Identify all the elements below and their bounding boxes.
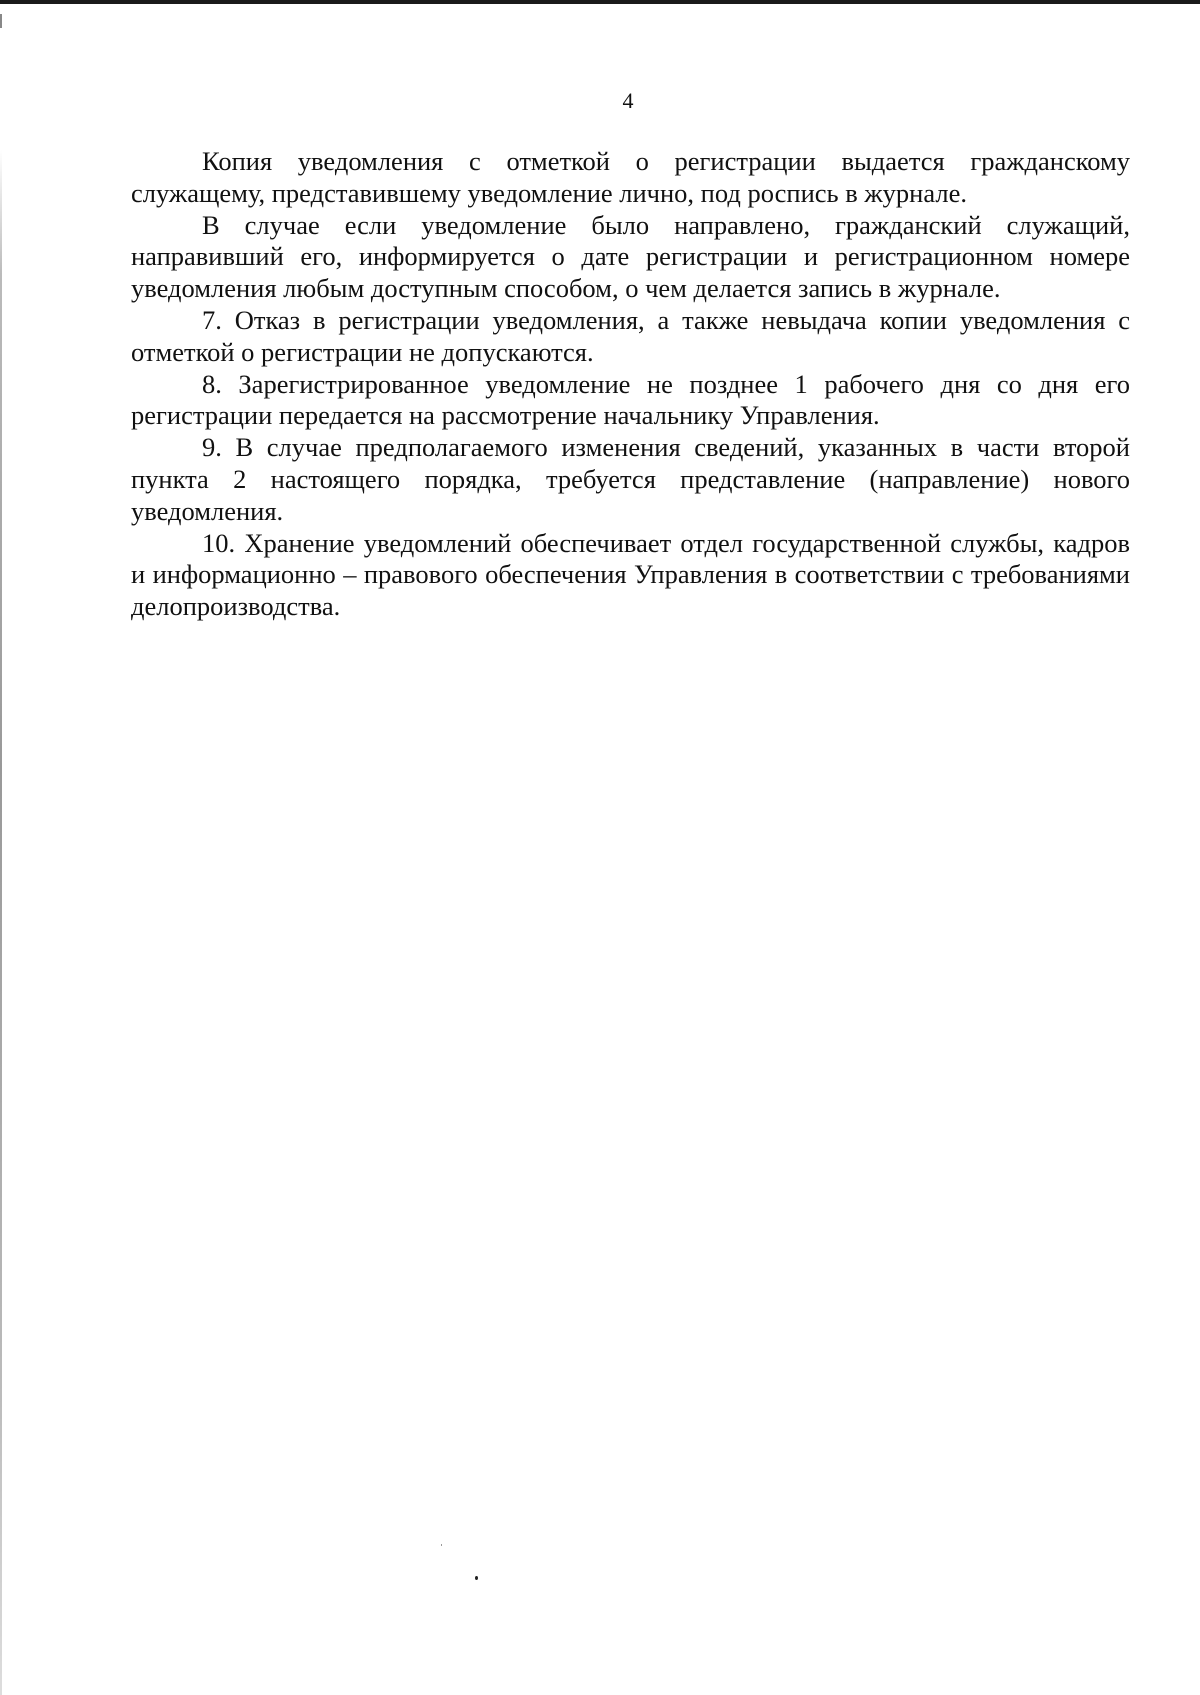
paragraph-item-8: 8. Зарегистрированное уведомление не позднее 1 рабочего дня со дня его регистрации передается на рассмотрение начальнику Управления. — [131, 368, 1130, 431]
scan-border-left — [0, 150, 2, 1695]
paragraph-copy-issuance: Копия уведомления с отметкой о регистрации выдается гражданскому служащему, представившему уведомление лично, под роспись в журнале. — [131, 146, 1130, 208]
page-number: 4 — [622, 88, 634, 113]
scan-speck — [441, 1544, 442, 1546]
document-body — [131, 146, 1130, 623]
paragraph-sent-notification: В случае если уведомление было направлено, гражданский служащий, направивший его, информируется о дате регистрации и регистрационном номере уведомления любым доступным способом, о чем делается запись в журнале. — [131, 209, 1130, 304]
scan-speck — [475, 1576, 478, 1580]
paragraph-item-9: 9. В случае предполагаемого изменения сведений, указанных в части второй пункта 2 настоящего порядка, требуется представление (направление) нового уведомления. — [131, 432, 1130, 526]
scan-mark — [0, 14, 2, 28]
scan-border-top — [0, 0, 1200, 4]
paragraph-item-7: 7. Отказ в регистрации уведомления, а также невыдача копии уведомления с отметкой о регистрации не допускаются. — [131, 304, 1130, 367]
paragraph-item-10: 10. Хранение уведомлений обеспечивает отдел государственной службы, кадров и информационно – правового обеспечения Управления в соответствии с требованиями делопроизводства. — [131, 527, 1130, 622]
